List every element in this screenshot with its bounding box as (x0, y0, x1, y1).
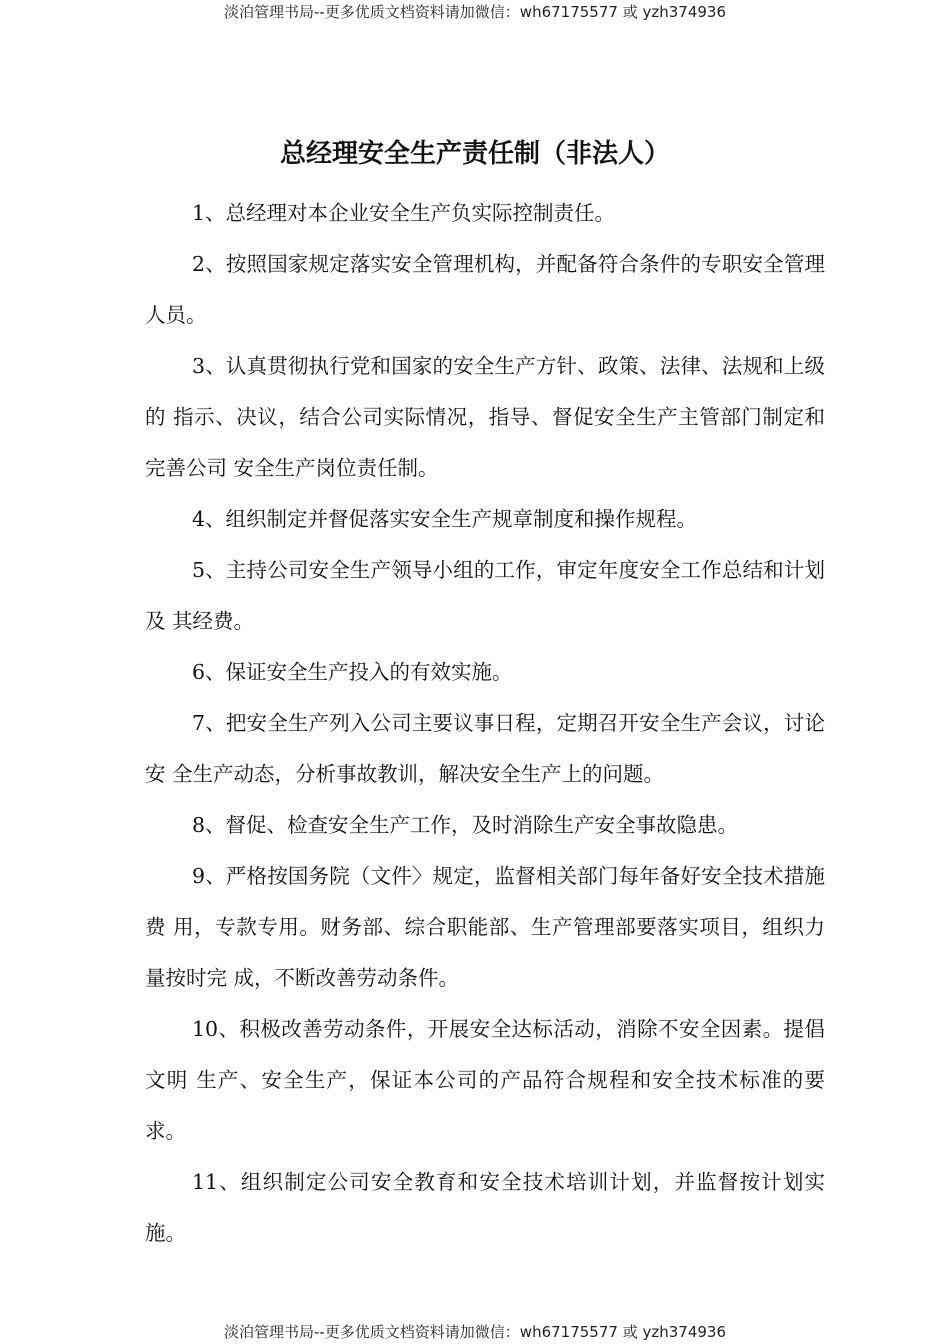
page-header: 淡泊管理书局--更多优质文档资料请加微信：wh67175577 或 yzh374936 (223, 3, 726, 21)
document-title: 总经理安全生产责任制（非法人） (279, 139, 670, 169)
clause-3: 3、认真贯彻执行党和国家的安全生产方针、政策、法律、法规和上级的 指示、决议，结合公司实际情况，指导、督促安全生产主管部门制定和完善公司 安全生产岗位责任制。 (145, 354, 825, 480)
clause-2: 2、按照国家规定落实安全管理机构，并配备符合条件的专职安全管理人员。 (145, 252, 825, 327)
clause-8: 8、督促、检查安全生产工作，及时消除生产安全事故隐患。 (192, 813, 739, 837)
clause-10: 10、积极改善劳动条件，开展安全达标活动，消除不安全因素。提倡文明 生产、安全生产，保证本公司的产品符合规程和安全技术标准的要求。 (145, 1017, 825, 1143)
clause-5: 5、主持公司安全生产领导小组的工作，审定年度安全工作总结和计划及 其经费。 (145, 558, 825, 633)
clause-1: 1、总经理对本企业安全生产负实际控制责任。 (192, 201, 616, 225)
clause-7: 7、把安全生产列入公司主要议事日程，定期召开安全生产会议，讨论安 全生产动态，分析事故教训，解决安全生产上的问题。 (145, 711, 825, 786)
document-body (145, 188, 825, 1259)
clause-11: 11、组织制定公司安全教育和安全技术培训计划，并监督按计划实施。 (145, 1170, 825, 1245)
page-footer: 淡泊管理书局--更多优质文档资料请加微信：wh67175577 或 yzh374936 (223, 1323, 726, 1341)
clause-9: 9、严格按国务院（文件〉规定，监督相关部门每年备好安全技术措施费 用，专款专用。财务部、综合职能部、生产管理部要落实项目，组织力量按时完 成，不断改善劳动条件。 (145, 864, 825, 990)
clause-6: 6、保证安全生产投入的有效实施。 (192, 660, 513, 684)
clause-4: 4、组织制定并督促落实安全生产规章制度和操作规程。 (192, 507, 698, 531)
